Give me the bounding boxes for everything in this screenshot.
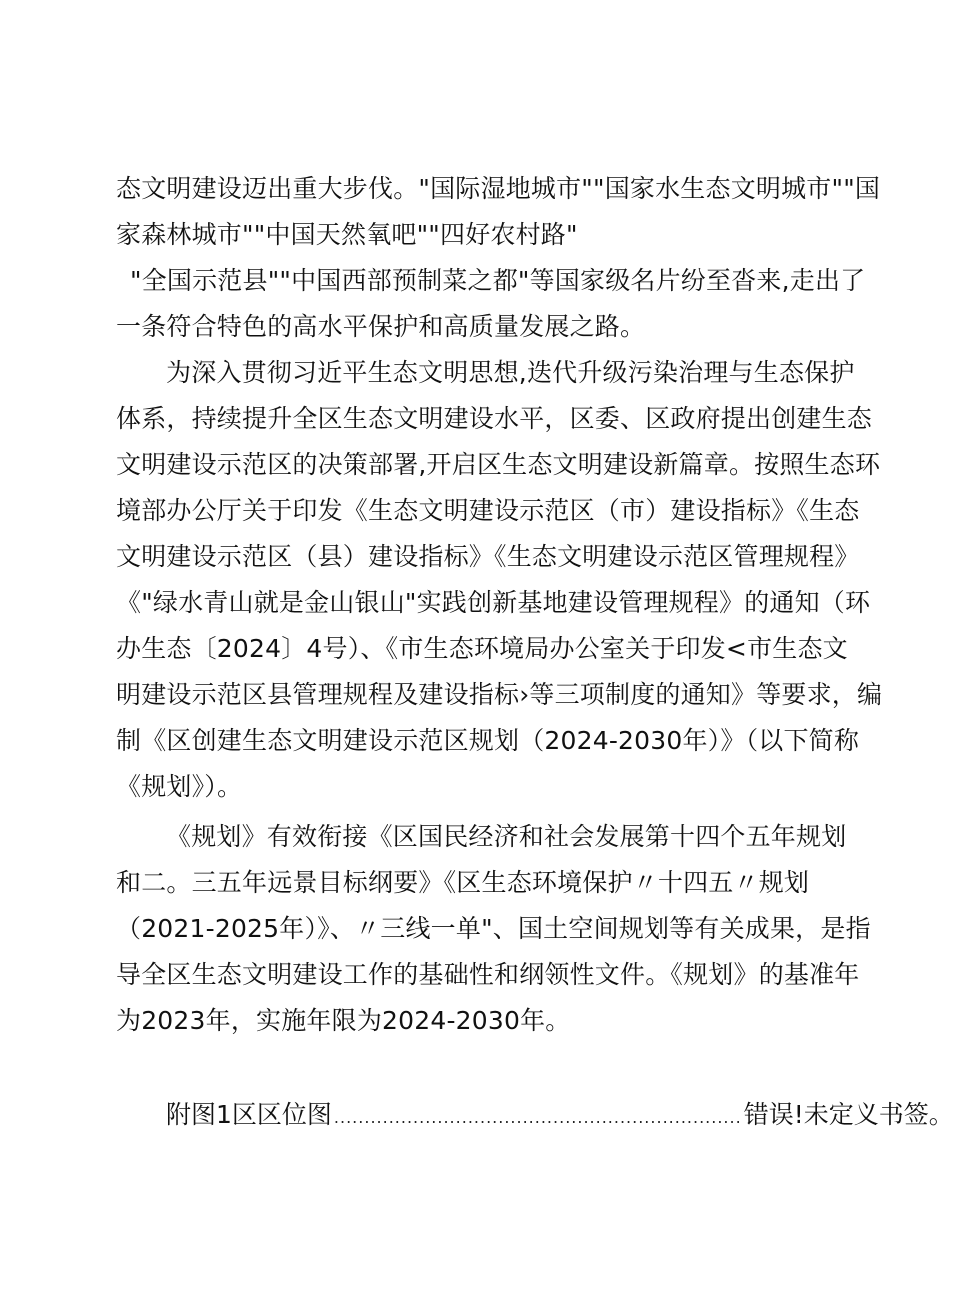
toc-leader-dots: ...................................................................: [333, 1108, 742, 1127]
paragraph-3-line-4: 导全区生态文明建设工作的基础性和纲领性文件。《规划》的基准年: [116, 960, 860, 989]
paragraph-1-line-4: 一条符合特色的高水平保护和高质量发展之路。: [116, 312, 646, 341]
paragraph-2-line-1: 为深入贯彻习近平生态文明思想,迭代升级污染治理与生态保护: [166, 358, 855, 387]
paragraph-3-line-2: 和二。三五年远景目标纲要》《区生态环境保护〃十四五〃规划: [116, 868, 810, 897]
paragraph-2-line-3: 文明建设示范区的决策部署,开启区生态文明建设新篇章。按照生态环: [116, 450, 881, 479]
paragraph-1-line-1: 态文明建设迈出重大步伐。"国际湿地城市""国家水生态文明城市""国: [116, 174, 881, 203]
toc-entry-label: 附图1区区位图: [166, 1100, 332, 1129]
toc-page-ref: 错误!未定义书签。: [743, 1100, 954, 1129]
paragraph-3-line-3: （2021-2025年）》、〃三线一单"、国土空间规划等有关成果，是指: [116, 914, 871, 943]
paragraph-2-line-7: 办生态〔2024〕4号）、《市生态环境局办公室关于印发<市生态文: [116, 634, 848, 663]
paragraph-3-line-1: 《规划》有效衔接《区国民经济和社会发展第十四个五年规划: [166, 822, 847, 851]
paragraph-1-line-3: "全国示范县""中国西部预制菜之都"等国家级名片纷至沓来,走出了: [130, 266, 866, 295]
paragraph-2-line-9: 制《区创建生态文明建设示范区规划（2024-2030年）》（以下简称: [116, 726, 860, 755]
paragraph-2-line-10: 《规划》）。: [116, 772, 243, 801]
paragraph-1-line-2: 家森林城市""中国天然氧吧""四好农村路": [116, 220, 578, 249]
toc-entry[interactable]: [166, 1098, 954, 1135]
paragraph-2-line-5: 文明建设示范区（县）建设指标》《生态文明建设示范区管理规程》: [116, 542, 860, 571]
paragraph-2-line-2: 体系，持续提升全区生态文明建设水平，区委、区政府提出创建生态: [116, 404, 873, 433]
paragraph-2-line-8: 明建设示范区县管理规程及建设指标›等三项制度的通知》等要求，编: [116, 680, 883, 709]
paragraph-2-line-6: 《"绿水青山就是金山银山"实践创新基地建设管理规程》的通知（环: [116, 588, 871, 617]
paragraph-2-line-4: 境部办公厅关于印发《生态文明建设示范区（市）建设指标》《生态: [116, 496, 860, 525]
paragraph-3-line-5: 为2023年，实施年限为2024-2030年。: [116, 1006, 571, 1035]
